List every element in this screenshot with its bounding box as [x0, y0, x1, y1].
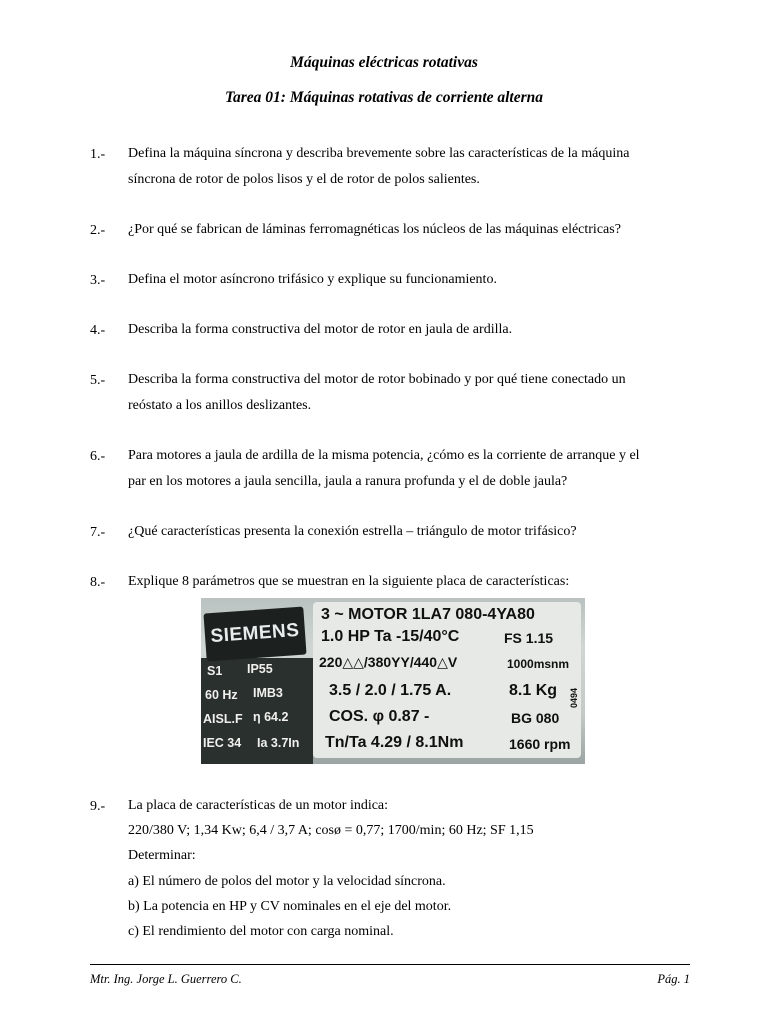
- plate-insulation: AISL.F: [203, 712, 243, 726]
- question-text: [128, 267, 708, 293]
- footer-divider: [90, 964, 690, 965]
- question-text: [128, 217, 708, 243]
- question-number: 7.-: [90, 525, 106, 540]
- question-line: La placa de características de un motor indica:: [128, 798, 389, 813]
- sub-item: b) La potencia en HP y CV nominales en el eje del motor.: [128, 899, 452, 914]
- siemens-logo: SIEMENS: [203, 607, 306, 662]
- plate-current: 3.5 / 2.0 / 1.75 A.: [329, 682, 452, 699]
- question-line: par en los motores a jaula sencilla, jaula a ranura profunda y el de doble jaula?: [128, 474, 568, 489]
- plate-voltage: 220△△/380YY/440△V: [319, 654, 458, 670]
- plate-torque: Tn/Ta 4.29 / 8.1Nm: [325, 734, 464, 751]
- plate-frame: BG 080: [511, 710, 560, 726]
- question-line: ¿Qué características presenta la conexión estrella – triángulo de motor trifásico?: [128, 524, 577, 539]
- plate-standard: IEC 34: [203, 736, 242, 750]
- question-text: [128, 793, 708, 868]
- question-line: reóstato a los anillos deslizantes.: [128, 398, 312, 413]
- question-line: Defina el motor asíncrono trifásico y explique su funcionamiento.: [128, 272, 497, 287]
- plate-power-factor: COS. φ 0.87 -: [329, 708, 430, 725]
- question-number: 2.-: [90, 223, 106, 238]
- plate-serial: 0494: [569, 687, 579, 708]
- question-line: Defina la máquina síncrona y describa brevemente sobre las características de la máquina: [128, 146, 630, 161]
- question-number: 8.-: [90, 575, 106, 590]
- page-number: Pág. 1: [657, 972, 690, 986]
- question-line: Explique 8 parámetros que se muestran en la siguiente placa de características:: [128, 574, 570, 589]
- plate-weight: 8.1 Kg: [509, 682, 558, 699]
- question-number: 9.-: [90, 799, 106, 814]
- motor-nameplate-image: [201, 598, 585, 764]
- question-text: [128, 141, 708, 193]
- plate-protection: IP55: [247, 662, 273, 676]
- question-text: [128, 367, 708, 419]
- page-title: Máquinas eléctricas rotativas: [290, 54, 478, 71]
- question-line: 220/380 V; 1,34 Kw; 6,4 / 3,7 A; cosø = 0,77; 1700/min; 60 Hz; SF 1,15: [128, 823, 534, 838]
- sub-item: c) El rendimiento del motor con carga nominal.: [128, 924, 394, 939]
- plate-power-temp: 1.0 HP Ta -15/40°C: [321, 628, 460, 645]
- plate-service-factor: FS 1.15: [504, 630, 554, 646]
- plate-motor-model: 3 ~ MOTOR 1LA7 080-4YA80: [321, 606, 535, 623]
- question-number: 3.-: [90, 273, 106, 288]
- question-line: Describa la forma constructiva del motor de rotor bobinado y por qué tiene conectado un: [128, 372, 626, 387]
- plate-altitude: 1000msnm: [507, 657, 570, 671]
- sub-item: a) El número de polos del motor y la velocidad síncrona.: [128, 874, 446, 889]
- question-text: [128, 569, 708, 595]
- question-line: Describa la forma constructiva del motor de rotor en jaula de ardilla.: [128, 322, 513, 337]
- question-line: Determinar:: [128, 848, 196, 863]
- plate-mounting: IMB3: [253, 686, 283, 700]
- question-text: [128, 519, 708, 545]
- footer-author: Mtr. Ing. Jorge L. Guerrero C.: [90, 972, 242, 986]
- question-text: [128, 317, 708, 343]
- plate-frequency: 60 Hz: [205, 688, 238, 702]
- question-line: ¿Por qué se fabrican de láminas ferromagnéticas los núcleos de las máquinas eléctricas?: [128, 222, 621, 237]
- question-text: [128, 443, 708, 495]
- plate-duty: S1: [207, 664, 223, 678]
- question-number: 1.-: [90, 147, 106, 162]
- plate-start-current: Ia 3.7In: [257, 736, 300, 750]
- question-line: síncrona de rotor de polos lisos y el de rotor de polos salientes.: [128, 172, 480, 187]
- question-number: 6.-: [90, 449, 106, 464]
- question-number: 4.-: [90, 323, 106, 338]
- plate-efficiency: η 64.2: [253, 710, 289, 724]
- page-subtitle: Tarea 01: Máquinas rotativas de corriente alterna: [224, 89, 544, 106]
- plate-speed: 1660 rpm: [509, 736, 571, 752]
- question-number: 5.-: [90, 373, 106, 388]
- question-line: Para motores a jaula de ardilla de la misma potencia, ¿cómo es la corriente de arranque y el: [128, 448, 640, 463]
